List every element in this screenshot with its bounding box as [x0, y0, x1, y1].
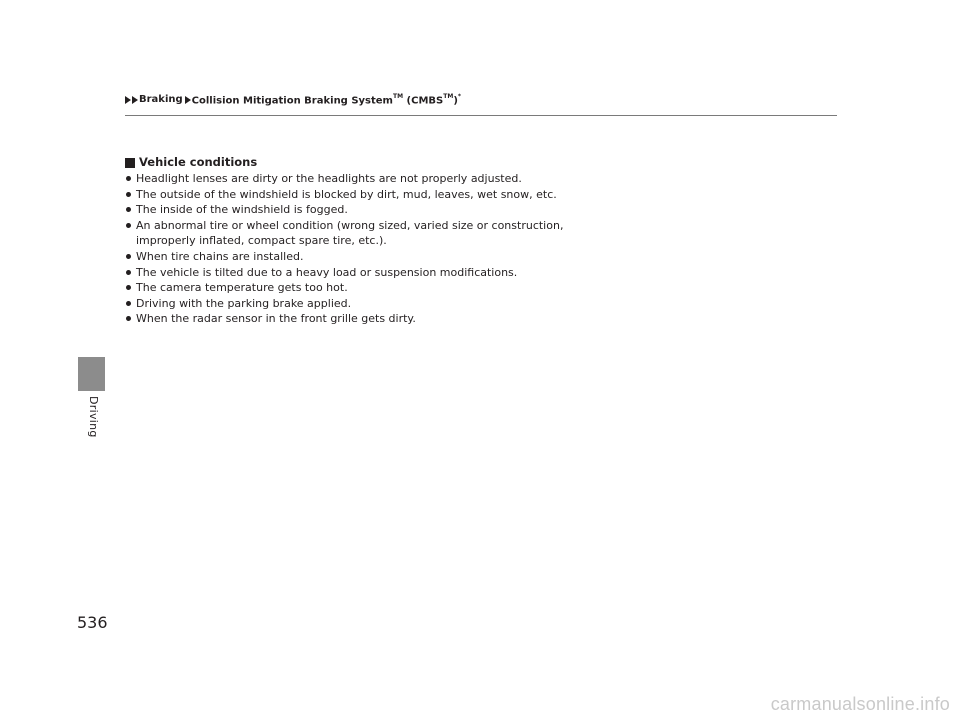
list-item: Driving with the parking brake applied. [125, 296, 825, 312]
bullet-icon [126, 176, 131, 181]
page-number: 536 [77, 613, 108, 632]
section-title: Vehicle conditions [139, 155, 258, 169]
header-divider [125, 115, 837, 116]
breadcrumb-arrow-icon [185, 96, 191, 104]
breadcrumb-item-cmbs[interactable]: Collision Mitigation Braking System™ (CMBS™)* [191, 93, 462, 107]
square-bullet-icon [125, 158, 135, 168]
asterisk-mark: * [457, 93, 462, 100]
section-heading [125, 154, 825, 171]
bullet-icon [126, 301, 131, 306]
section-tab-label: Driving [87, 396, 100, 438]
bullet-icon [126, 270, 131, 275]
bullet-icon [126, 254, 131, 259]
bullet-icon [126, 285, 131, 290]
bullet-icon [126, 207, 131, 212]
section-tab [78, 357, 105, 391]
bullet-icon [126, 223, 131, 228]
main-content [125, 154, 825, 327]
watermark: carmanualsonline.info [770, 694, 950, 714]
list-item: When the radar sensor in the front grille gets dirty. [125, 311, 825, 327]
list-item: The vehicle is tilted due to a heavy load or suspension modifications. [125, 265, 825, 281]
list-item: The camera temperature gets too hot. [125, 280, 825, 296]
list-item: The inside of the windshield is fogged. [125, 202, 825, 218]
list-item: An abnormal tire or wheel condition (wrong sized, varied size or construction, improperly inflated, compact spare tire, etc.). [125, 218, 606, 249]
breadcrumb [125, 94, 461, 108]
condition-list [125, 171, 825, 327]
breadcrumb-arrow-icon [125, 96, 131, 104]
breadcrumb-arrow-icon [132, 96, 138, 104]
list-item: Headlight lenses are dirty or the headlights are not properly adjusted. [125, 171, 825, 187]
bullet-icon [126, 192, 131, 197]
list-item: The outside of the windshield is blocked by dirt, mud, leaves, wet snow, etc. [125, 187, 825, 203]
bullet-icon [126, 316, 131, 321]
breadcrumb-item-braking[interactable]: Braking [139, 94, 183, 105]
list-item: When tire chains are installed. [125, 249, 825, 265]
